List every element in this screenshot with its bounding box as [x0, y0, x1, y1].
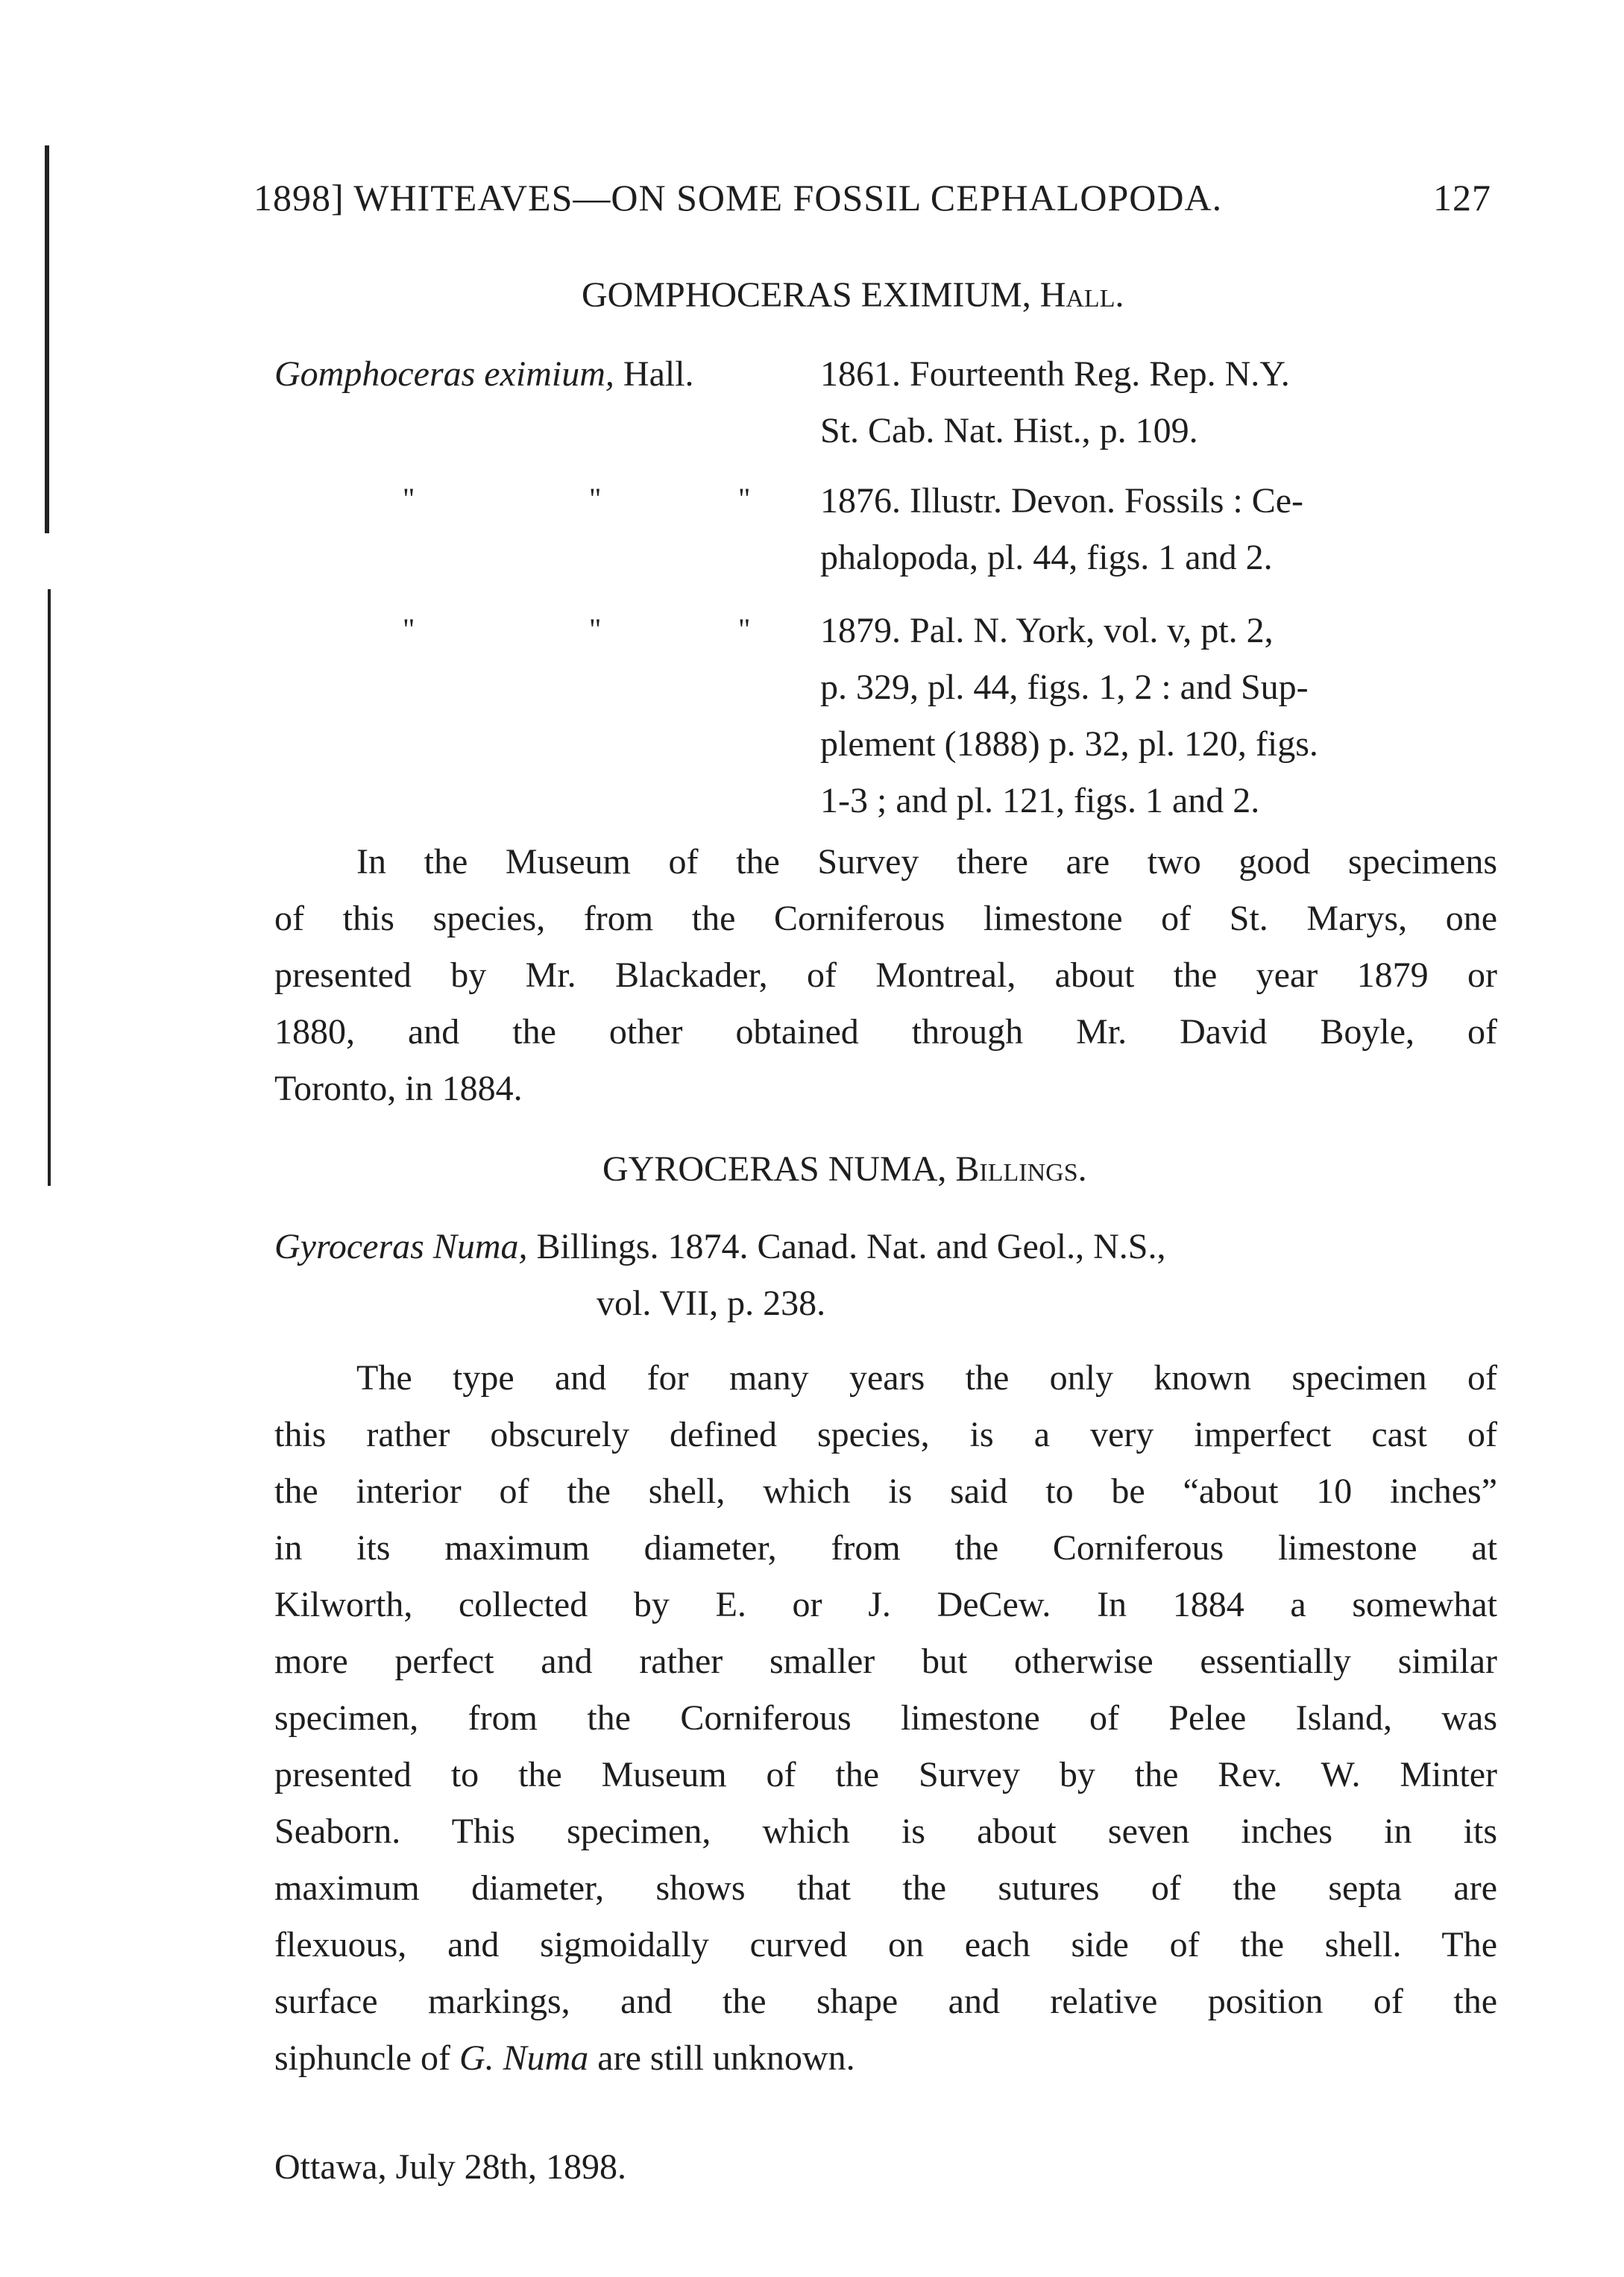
paragraph-line: Seaborn. This specimen, which is about seven inches in its [274, 1812, 1497, 1851]
synonymy-author: Hall. [623, 354, 694, 394]
paragraph-line: maximum diameter, shows that the sutures of the septa are [274, 1868, 1497, 1908]
page-number: 127 [1433, 177, 1491, 219]
last-line-post: are still unknown. [588, 2038, 855, 2078]
paragraph-line: The type and for many years the only known specimen of [356, 1358, 1497, 1398]
paragraph-line: Kilworth, collected by E. or J. DeCew. In 1884 a somewhat [274, 1585, 1497, 1624]
synonymy-gyroceras-line1 [274, 1229, 1165, 1265]
synonymy-ref3-line4: 1-3 ; and pl. 121, figs. 1 and 2. [820, 781, 1260, 820]
paragraph-specimens [274, 834, 1497, 1117]
ditto-mark: " [738, 482, 751, 515]
running-header [254, 176, 1491, 236]
paragraph-line: flexuous, and sigmoidally curved on each side of the shell. The [274, 1925, 1497, 1964]
paragraph-line: more perfect and rather smaller but otherwise essentially similar [274, 1642, 1497, 1681]
ditto-mark: " [738, 612, 751, 646]
synonymy-ref1-line2: St. Cab. Nat. Hist., p. 109. [820, 411, 1198, 450]
paragraph-description [274, 1350, 1497, 2087]
header-title: 1898] WHITEAVES—ON SOME FOSSIL CEPHALOPODA. [254, 177, 1223, 219]
paragraph-line: Toronto, in 1884. [274, 1069, 523, 1108]
ditto-mark: " [403, 482, 415, 515]
ditto-mark: " [589, 612, 602, 646]
synonymy-ref2-line2: phalopoda, pl. 44, figs. 1 and 2. [820, 538, 1273, 577]
synonymy-ref3-line2: p. 329, pl. 44, figs. 1, 2 : and Sup- [820, 668, 1309, 707]
species-heading-gyroceras: GYROCERAS NUMA, Billings. [602, 1149, 1087, 1189]
synonymy-ref3-line1: 1879. Pal. N. York, vol. v, pt. 2, [820, 611, 1274, 650]
paragraph-line: of this species, from the Corniferous limestone of St. Marys, one [274, 899, 1497, 938]
synonymy-ref1-line1: 1861. Fourteenth Reg. Rep. N.Y. [820, 354, 1290, 394]
last-line-pre: siphuncle of [274, 2038, 459, 2078]
ditto-mark: " [589, 482, 602, 515]
paragraph-line: in its maximum diameter, from the Corniferous limestone at [274, 1528, 1497, 1568]
synonymy-ref3-line3: plement (1888) p. 32, pl. 120, figs. [820, 724, 1318, 764]
paragraph-last-line [274, 2030, 1497, 2087]
synonymy-gyroceras-line2: vol. VII, p. 238. [597, 1284, 826, 1323]
synonymy-taxon: Gyroceras Numa, [274, 1227, 528, 1266]
paragraph-line: specimen, from the Corniferous limestone of Pelee Island, was [274, 1698, 1497, 1738]
binding-line-upper [45, 145, 49, 533]
paragraph-line: surface markings, and the shape and relative position of the [274, 1982, 1497, 2021]
synonymy-citation: Billings. 1874. Canad. Nat. and Geol., N.S., [536, 1227, 1166, 1266]
binding-line-lower [48, 589, 51, 1186]
paragraph-line: presented by Mr. Blackader, of Montreal, about the year 1879 or [274, 955, 1497, 995]
ditto-mark: " [403, 612, 415, 646]
signoff-date: Ottawa, July 28th, 1898. [274, 2147, 626, 2187]
synonymy-name [274, 354, 694, 394]
synonymy-taxon: Gomphoceras eximium, [274, 354, 614, 394]
paragraph-line: 1880, and the other obtained through Mr. David Boyle, of [274, 1012, 1497, 1052]
paragraph-line: this rather obscurely defined species, is a very imperfect cast of [274, 1415, 1497, 1454]
paragraph-line: In the Museum of the Survey there are two good specimens [356, 842, 1497, 882]
paragraph-line: the interior of the shell, which is said to be “about 10 inches” [274, 1472, 1497, 1511]
paragraph-line: presented to the Museum of the Survey by the Rev. W. Minter [274, 1755, 1497, 1794]
species-heading-gomphoceras: GOMPHOCERAS EXIMIUM, Hall. [582, 275, 1124, 315]
synonymy-ref2-line1: 1876. Illustr. Devon. Fossils : Ce- [820, 481, 1304, 521]
last-line-taxon: G. Numa [459, 2038, 589, 2078]
